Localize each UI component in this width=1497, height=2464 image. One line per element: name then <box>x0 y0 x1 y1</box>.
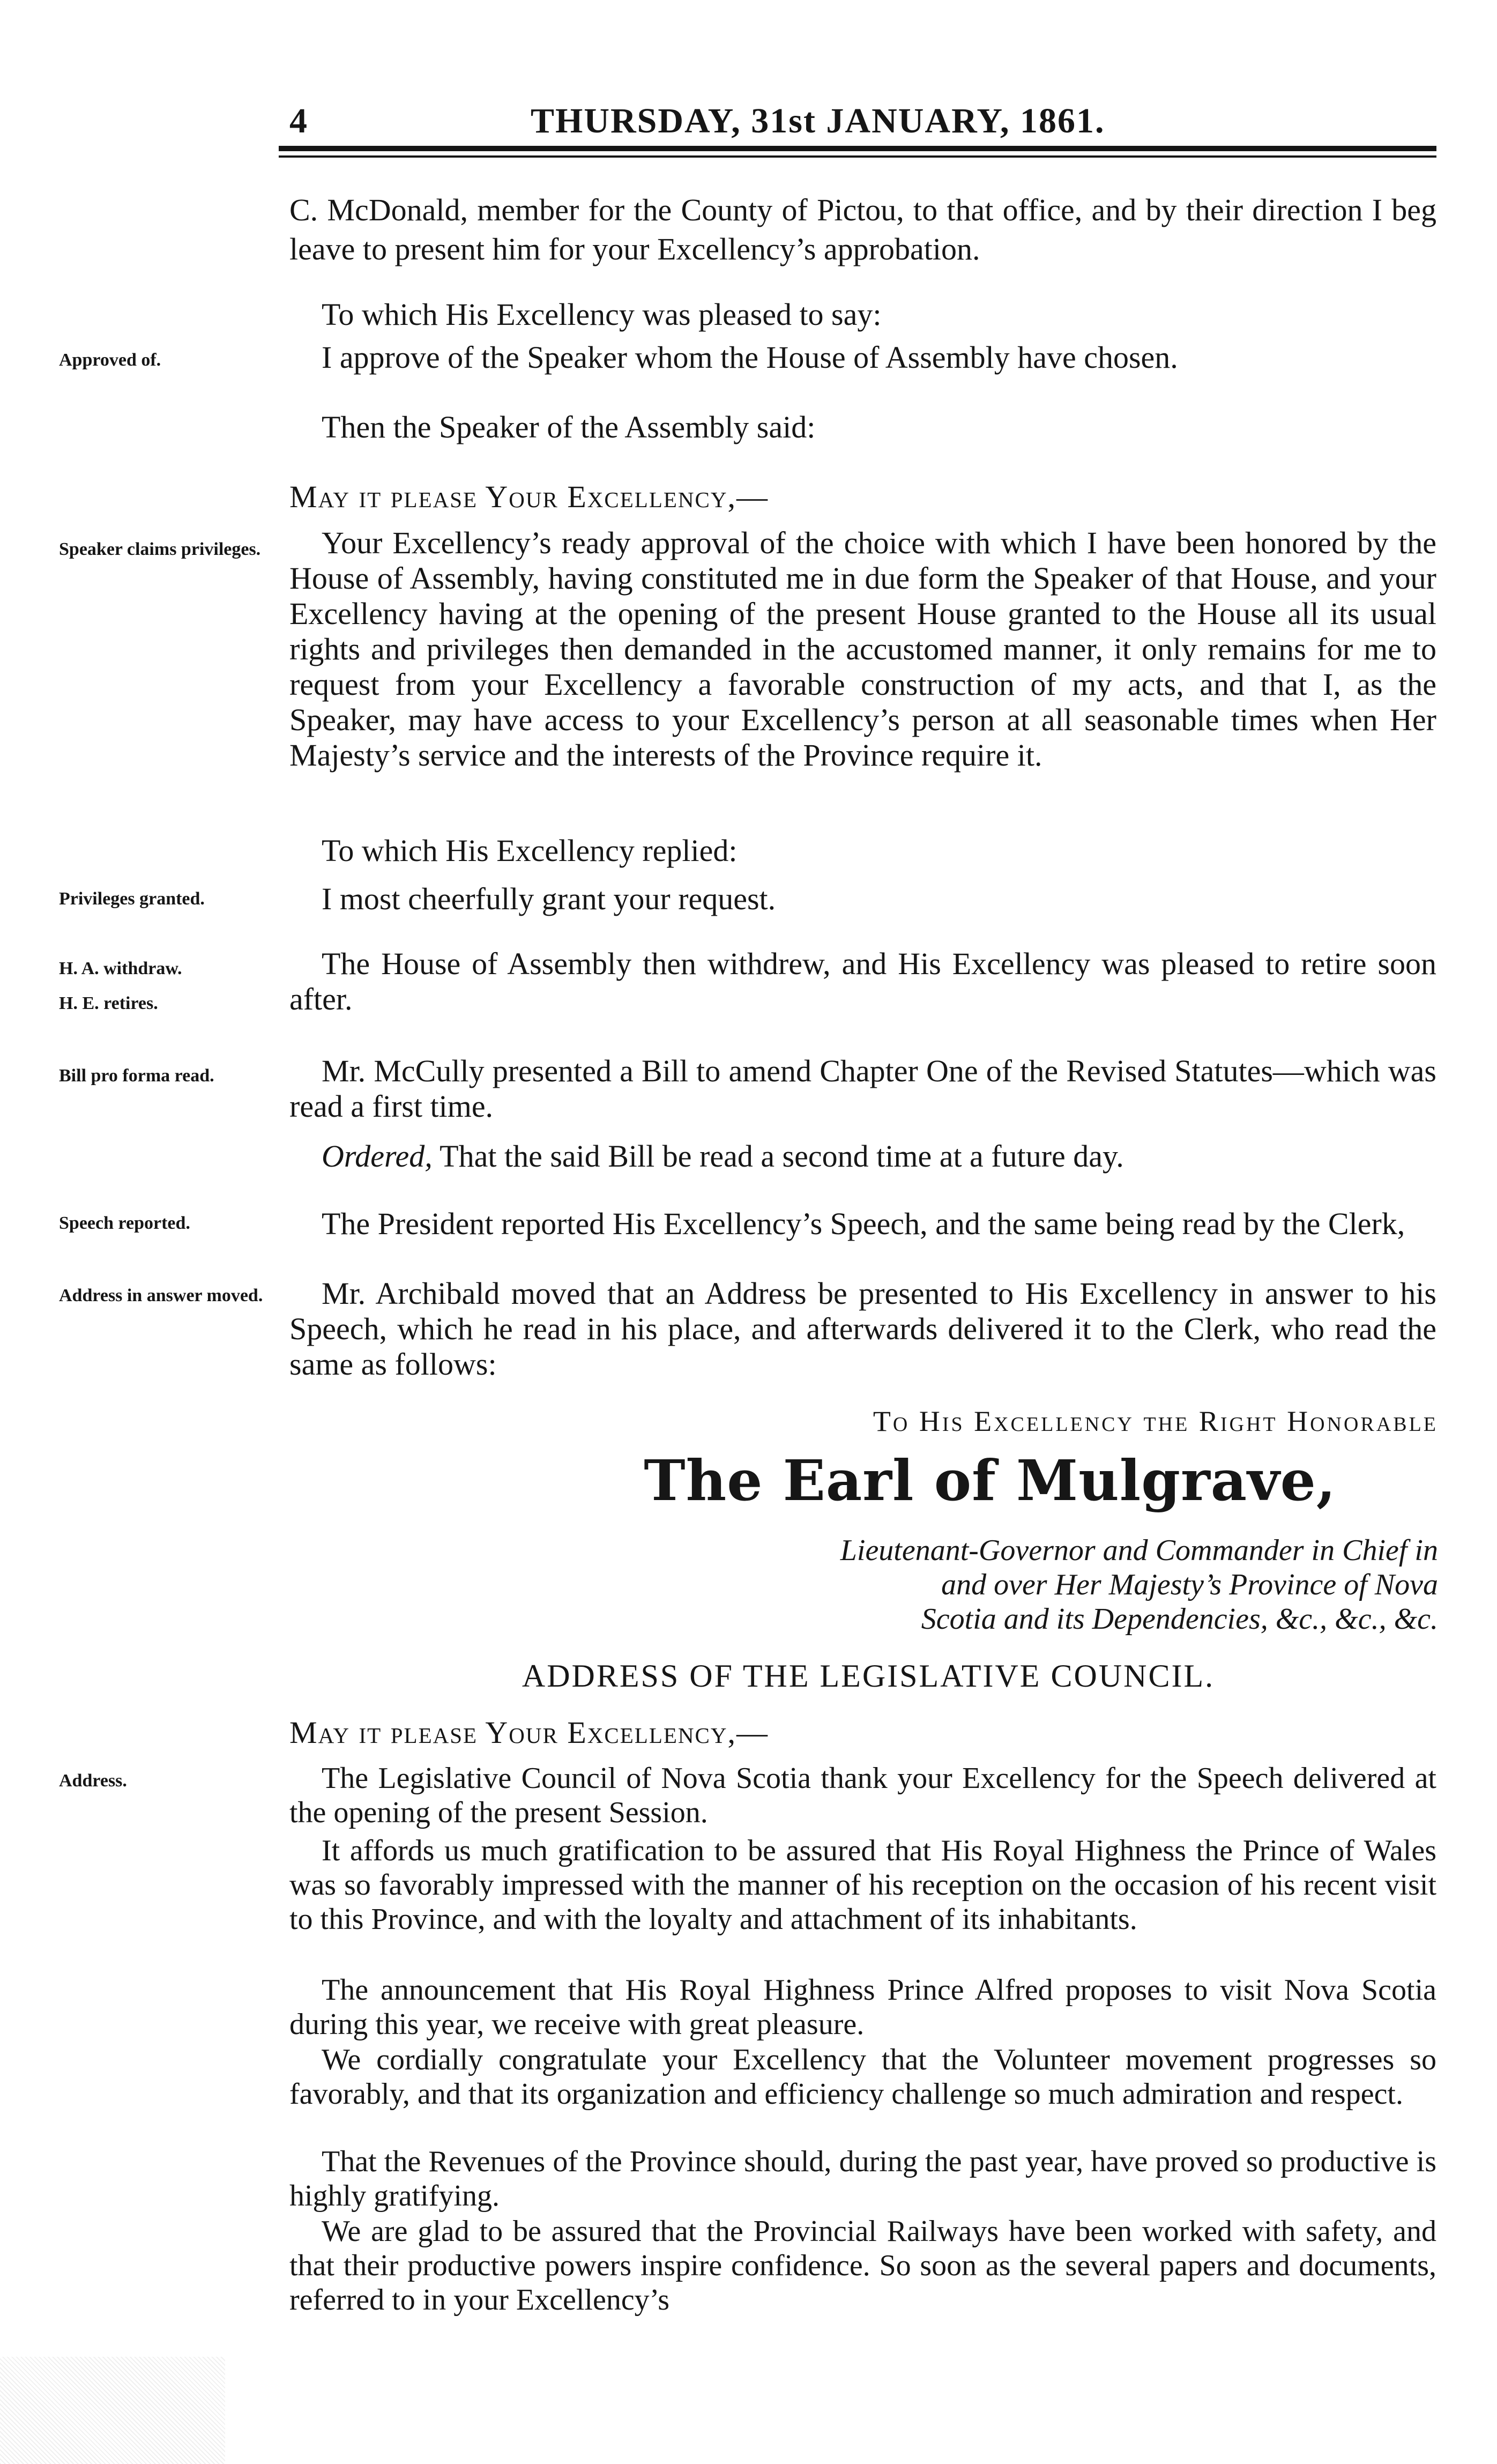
margin-note-ha-withdraw: H. A. withdraw. <box>59 959 182 978</box>
header-rule-thin <box>279 155 1436 158</box>
address-paragraph: That the Revenues of the Province should, during the past year, have proved so productive is highly gratifying. <box>289 2145 1436 2213</box>
ordered-text: That the said Bill be read a second time at a future day. <box>432 1139 1124 1174</box>
margin-note-address: Address. <box>59 1771 127 1791</box>
margin-note-speech-reported: Speech reported. <box>59 1213 190 1233</box>
address-paragraph: It affords us much gratification to be assured that His Royal Highness the Prince of Wales was so favorably impressed with the manner of his reception on the occasion of his recent visit to this Province, and with the loyalty and attachment of its inhabitants. <box>289 1834 1436 1936</box>
margin-note-he-retires: H. E. retires. <box>59 993 158 1013</box>
paragraph-president-reported: The President reported His Excellency’s Speech, and the same being read by the Clerk, <box>322 1206 1405 1241</box>
paragraph-approve: I approve of the Speaker whom the House of Assembly have chosen. <box>322 340 1178 375</box>
paragraph-excellency-say: To which His Excellency was pleased to say: <box>322 297 882 332</box>
address-title-line: Lieutenant-Governor and Commander in Chief in <box>840 1534 1438 1567</box>
address-paragraph: The announcement that His Royal Highness Prince Alfred proposes to visit Nova Scotia during this year, we receive with great pleasure. <box>289 1973 1436 2041</box>
paragraph-mccully-bill: Mr. McCully presented a Bill to amend Chapter One of the Revised Statutes—which was read a first time. <box>289 1053 1436 1124</box>
section-heading: ADDRESS OF THE LEGISLATIVE COUNCIL. <box>522 1658 1215 1694</box>
paragraph-speaker-said: Then the Speaker of the Assembly said: <box>322 410 816 444</box>
address-title <box>688 1533 1438 1636</box>
paragraph-mcdonald: C. McDonald, member for the County of Pictou, to that office, and by their direction I beg leave to present him for your Excellency’s approbation. <box>289 192 1436 266</box>
paragraph-archibald-moved: Mr. Archibald moved that an Address be presented to His Excellency in answer to his Speech, which he read in his place, and afterwards delivered it to the Clerk, who read the same as follows: <box>289 1276 1436 1382</box>
page-header <box>289 101 1436 138</box>
header-rule-thick <box>279 146 1436 151</box>
paragraph-speaker-request: Your Excellency’s ready approval of the choice with which I have been honored by the House of Assembly, having constituted me in due form the Speaker of that House, and your Excellency having at the opening of the present House granted to the House all its usual rights and privileges then demanded in the accustomed manner, it only remains for me to request from your Excellency a favorable construction of my acts, and that I, as the Speaker, may have access to your Excellency’s person at all seasonable times when Her Majesty’s service and the interests of the Province require it. <box>289 525 1436 773</box>
margin-note-address-moved: Address in answer moved. <box>59 1286 263 1305</box>
paragraph-ordered <box>289 1137 1436 1176</box>
address-paragraph: The Legislative Council of Nova Scotia thank your Excellency for the Speech delivered at the opening of the present Session. <box>289 1762 1436 1829</box>
address-to-line: To His Excellency the Right Honorable <box>873 1405 1438 1437</box>
margin-note-speaker-claims: Speaker claims privileges. <box>59 539 261 559</box>
ordered-label: Ordered, <box>322 1139 433 1174</box>
paragraph-excellency-replied: To which His Excellency replied: <box>322 833 738 868</box>
paragraph-assembly-withdrew: The House of Assembly then withdrew, and His Excellency was pleased to retire soon after. <box>289 946 1436 1016</box>
margin-note-privileges-granted: Privileges granted. <box>59 889 205 909</box>
paragraph-grant-request: I most cheerfully grant your request. <box>322 881 776 916</box>
address-paragraph: We are glad to be assured that the Provincial Railways have been worked with safety, and that their productive powers inspire confidence. So soon as the several papers and documents, referred to in your Excellency’s <box>289 2215 1436 2317</box>
address-paragraph: We cordially congratulate your Excellency that the Volunteer movement progresses so favorably, and that its organization and efficiency challenge so much admiration and respect. <box>289 2043 1436 2111</box>
salutation-speaker: May it please Your Excellency,— <box>289 479 769 514</box>
page-date: THURSDAY, 31st JANUARY, 1861. <box>531 101 1105 140</box>
margin-note-approved: Approved of. <box>59 350 161 370</box>
margin-note-bill-read: Bill pro forma read. <box>59 1066 214 1086</box>
address-title-line: and over Her Majesty’s Province of Nova <box>941 1568 1438 1601</box>
address-title-line: Scotia and its Dependencies, &c., &c., &c. <box>921 1602 1438 1636</box>
paper-stain <box>0 2357 225 2464</box>
salutation-council: May it please Your Excellency,— <box>289 1715 769 1750</box>
page-number: 4 <box>289 101 307 140</box>
address-name: The Earl of Mulgrave, <box>644 1448 1336 1513</box>
